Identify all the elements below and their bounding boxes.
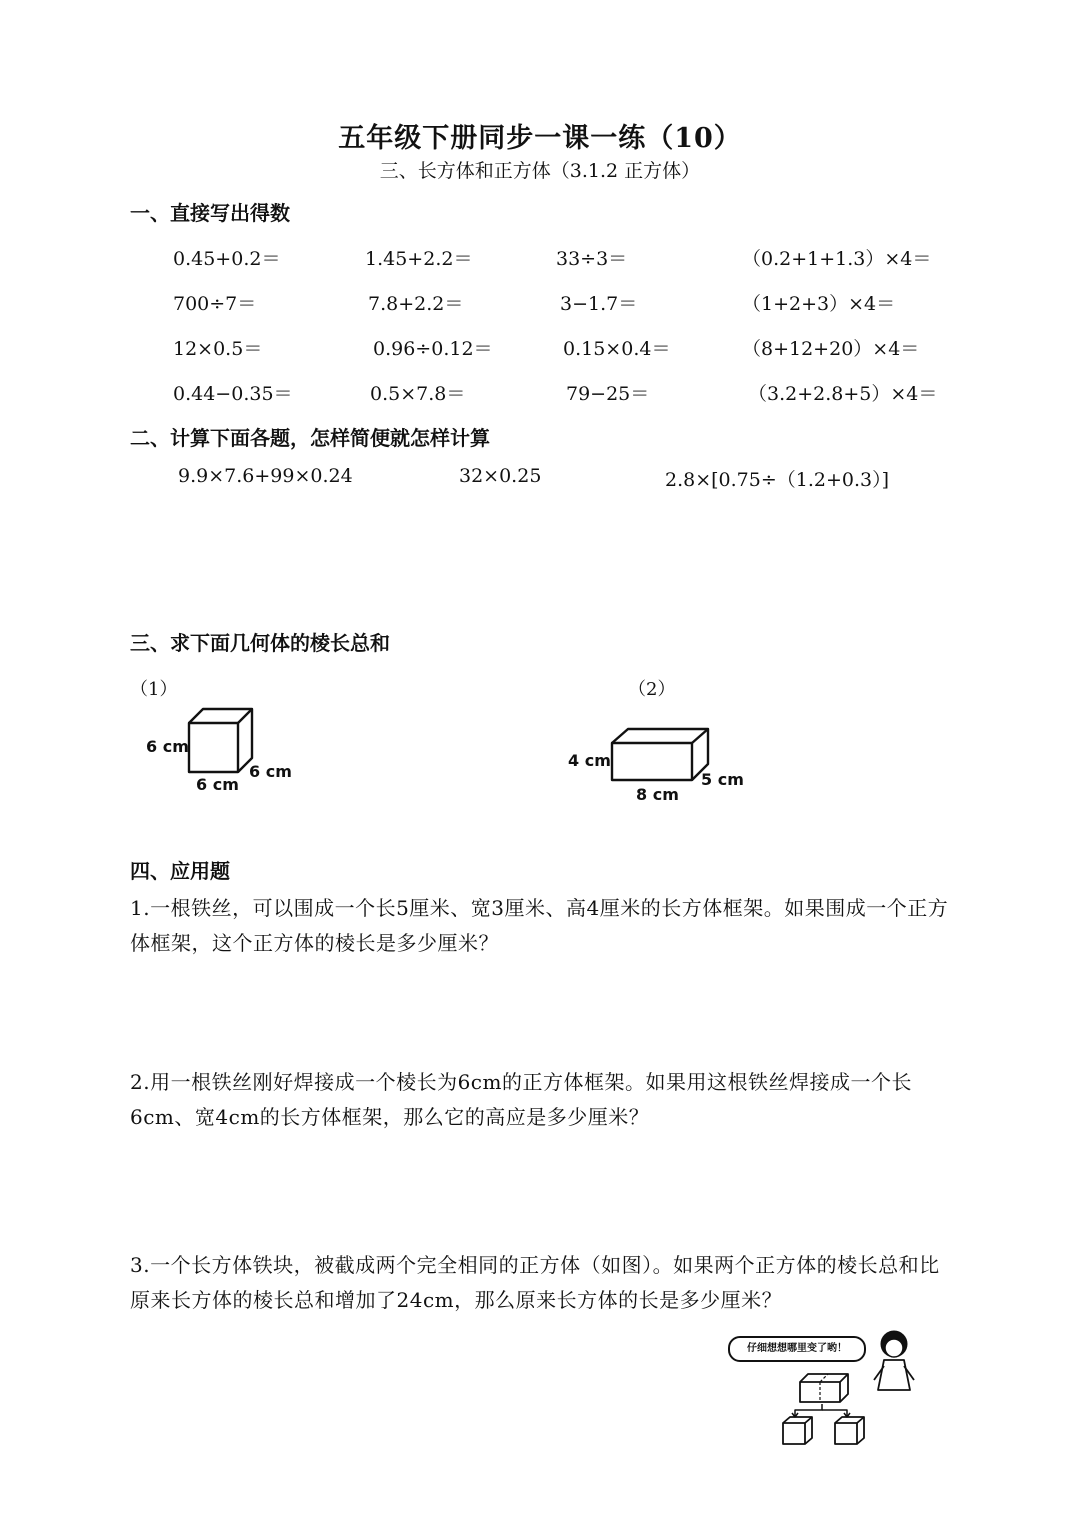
calc-item-2: 32×0.25	[459, 465, 542, 487]
split-arrows	[792, 1404, 850, 1417]
cuboid-figure	[608, 725, 713, 785]
section1-heading: 一、直接写出得数	[130, 201, 290, 225]
expr-r1c1: 0.45+0.2＝	[173, 248, 281, 270]
expr-r1c2: 1.45+2.2＝	[365, 248, 473, 270]
section2-heading: 二、计算下面各题，怎样简便就怎样计算	[130, 426, 490, 450]
cuboid-width-label: 5 cm	[701, 770, 744, 789]
cube-length-label: 6 cm	[196, 775, 239, 794]
expr-r4c3: 79−25＝	[566, 383, 650, 405]
cube-top-right-edge	[238, 709, 252, 723]
question-3: 3.一个长方体铁块，被截成两个完全相同的正方体（如图）。如果两个正方体的棱长总和比原来长方体的棱长总和增加了24cm，那么原来长方体的长是多少厘米？	[130, 1253, 940, 1312]
figure2-label: （2）	[628, 679, 676, 700]
calc-item-3: 2.8×[0.75÷（1.2+0.3）]	[665, 469, 890, 491]
expr-r3c2: 0.96÷0.12＝	[373, 338, 493, 360]
expr-r2c3: 3−1.7＝	[560, 293, 638, 315]
cube-width-label: 6 cm	[249, 762, 292, 781]
question-1: 1.一根铁丝，可以围成一个长5厘米、宽3厘米、高4厘米的长方体框架。如果围成一个正方体框架，这个正方体的棱长是多少厘米？	[130, 896, 949, 955]
expr-r3c1: 12×0.5＝	[173, 338, 263, 360]
cuboid-top-right-edge	[692, 729, 708, 743]
question-2: 2.用一根铁丝刚好焊接成一个棱长为6cm的正方体框架。如果用这根铁丝焊接成一个长6cm、宽4cm的长方体框架，那么它的高应是多少厘米？	[130, 1070, 912, 1129]
page-title: 五年级下册同步一课一练（10）	[338, 123, 742, 154]
cube-front-face	[189, 723, 238, 772]
calc-item-1: 9.9×7.6+99×0.24	[178, 465, 353, 487]
expr-r2c2: 7.8+2.2＝	[368, 293, 464, 315]
expr-r4c1: 0.44−0.35＝	[173, 383, 293, 405]
section4-heading: 四、应用题	[130, 859, 230, 883]
expr-r3c3: 0.15×0.4＝	[563, 338, 671, 360]
original-cuboid	[800, 1374, 848, 1402]
cuboid-front-face	[612, 743, 692, 780]
cuboid-height-label: 4 cm	[568, 751, 611, 770]
cuboid-length-label: 8 cm	[636, 785, 679, 804]
cube-height-label: 6 cm	[146, 737, 189, 756]
expr-r4c2: 0.5×7.8＝	[370, 383, 466, 405]
expr-r1c4: （0.2+1+1.3）×4＝	[742, 248, 932, 270]
section3-heading: 三、求下面几何体的棱长总和	[130, 631, 390, 655]
resulting-cube-left	[783, 1417, 812, 1444]
split-cuboid-illustration	[770, 1320, 920, 1450]
expr-r3c4: （8+12+20）×4＝	[742, 338, 920, 360]
expr-r1c3: 33÷3＝	[556, 248, 628, 270]
cuboid-back-edges	[612, 729, 708, 780]
expr-r4c4: （3.2+2.8+5）×4＝	[748, 383, 938, 405]
expr-r2c1: 700÷7＝	[173, 293, 257, 315]
figure1-label: （1）	[130, 679, 178, 700]
resulting-cube-right	[835, 1417, 864, 1444]
expr-r2c4: （1+2+3）×4＝	[742, 293, 896, 315]
hint-bubble: 仔细想想哪里变了哟！	[728, 1336, 866, 1362]
girl-figure	[874, 1331, 914, 1390]
page-subtitle: 三、长方体和正方体（3.1.2 正方体）	[379, 160, 701, 182]
